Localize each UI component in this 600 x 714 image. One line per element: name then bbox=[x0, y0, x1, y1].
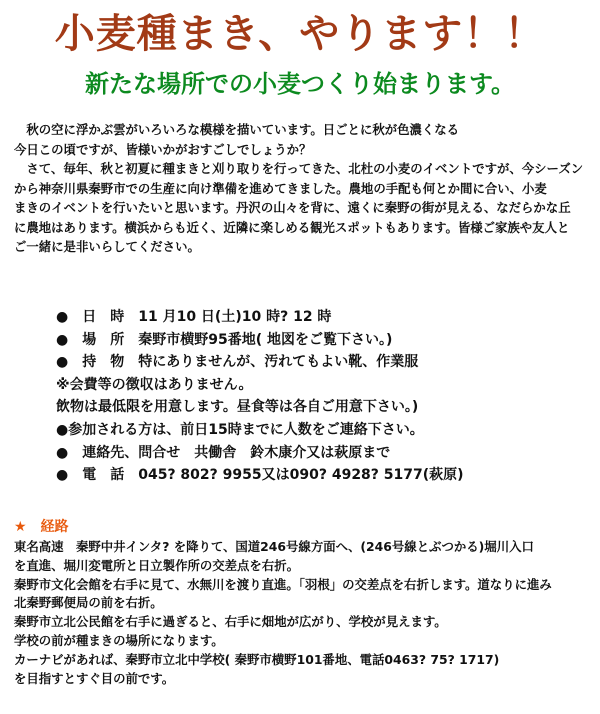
detail-drinks-note: 飲物は最低限を用意します。昼食等は各自ご用意下さい。) bbox=[56, 399, 419, 416]
route-line: を目指すとすぐ目の前です。 bbox=[14, 670, 175, 686]
intro-line: ご一緒に是非いらしてください。 bbox=[14, 239, 200, 254]
intro-line: 秋の空に浮かぶ雲がいろいろな模様を描いています。日ごとに秋が色濃くなる bbox=[14, 122, 460, 137]
route-line: カーナビがあれば、秦野市立北中学校( 秦野市横野101番地、電話0463? 75? 1717) bbox=[14, 651, 500, 667]
detail-location: ● 場 所 秦野市横野95番地( 地図をご覧下さい。) bbox=[56, 331, 393, 348]
detail-rsvp: ●参加される方は、前日15時までに人数をご連絡下さい。 bbox=[56, 421, 424, 438]
intro-line: さて、毎年、秋と初夏に種まきと刈り取りを行ってきた、北杜の小麦のイベントですが、今シーズン bbox=[14, 161, 584, 176]
route-directions bbox=[14, 538, 594, 688]
intro-line: から神奈川県秦野市での生産に向け準備を進めてきました。農地の手配も何とか間に合い、小麦 bbox=[14, 180, 547, 196]
event-details bbox=[56, 306, 586, 487]
detail-datetime: ● 日 時 11 月10 日(土)10 時? 12 時 bbox=[56, 309, 332, 325]
route-line: 北秦野郵便局の前を右折。 bbox=[14, 595, 163, 611]
detail-contact: ● 連絡先、問合せ 共働舎 鈴木康介又は萩原まで bbox=[56, 444, 391, 461]
flyer-subtitle: 新たな場所での小麦つくり始まります。 bbox=[84, 70, 516, 98]
flyer-title: 小麦種まき、やります！！ bbox=[54, 11, 546, 57]
intro-line: 今日この頃ですが、皆様いかがおすごしでしょうか？ bbox=[14, 141, 312, 157]
detail-phone: ● 電 話 045? 802? 9955又は090? 4928? 5177(萩原) bbox=[56, 467, 464, 484]
route-line: 秦野市立北公民館を右手に過ぎると、右手に畑地が広がり、学校が見えます。 bbox=[14, 614, 447, 630]
detail-fee-note: ※会費等の徴収はありません。 bbox=[56, 376, 253, 393]
route-line: 東名高速 秦野中井インタ? を降りて、国道246号線方面へ、(246号線とぶつかる)堀川入口 bbox=[14, 539, 534, 554]
route-line: を直進、堀川変電所と日立製作所の交差点を右折。 bbox=[14, 557, 299, 573]
intro-line: まきのイベントを行いたいと思います。丹沢の山々を背に、遠くに秦野の街が見える、なだらかな丘 bbox=[14, 200, 571, 215]
detail-belongings: ● 持 物 特にありませんが、汚れてもよい靴、作業服 bbox=[56, 354, 419, 371]
intro-line: に農地はあります。横浜からも近く、近隣に楽しめる観光スポットもあります。皆様ご家族や友人と bbox=[14, 219, 570, 235]
route-line: 学校の前が種まきの場所になります。 bbox=[14, 632, 224, 648]
route-heading: ★ 経路 bbox=[14, 519, 69, 535]
intro-paragraph bbox=[14, 120, 586, 257]
route-line: 秦野市文化会館を右手に見て、水無川を渡り直進。「羽根」の交差点を右折します。道なりに進み bbox=[14, 576, 552, 592]
